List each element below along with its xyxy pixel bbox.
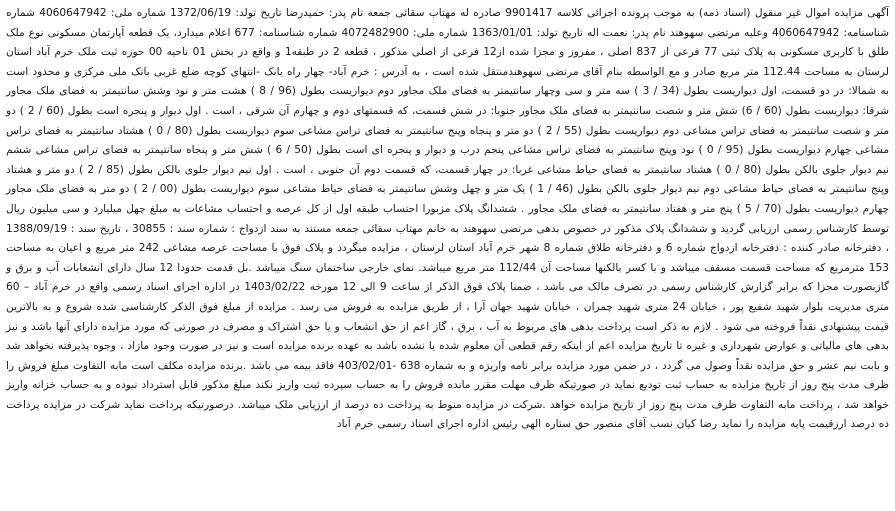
- auction-notice-text: آگهی مزایده اموال غیر منقول (اسناد ذمه) به موجب پرونده اجرائی کلاسه 9901417 صادره له مهتاب سقائی جمعه تام پدر: حمیدرضا تاریخ تولد: 1372/06/19 شماره ملی: 4060647942 شماره شناسنامه: 4060647942 وعلیه مرتضی سهوهند نام پدر: نعمت اله تاریخ تولد: 1363/01/01 شماره ملی: 4072482900 شماره شناسنامه: 677 اعلام میدارد، یک قطعه آپارتمان مسکونی نوع ملک طلق با کاربری مسکونی به پلاک ثبتی 77 فرعی از 837 اصلی ، مفروز و مجزا شده از12 فرعی از اصلی مذکور ، قطعه 2 در طبقه1 و واقع در بخش 01 ناحیه 00 حوزه ثبت ملک خرم آباد استان لرستان به مساحت 112.44 متر مربع صادر و مع الواسطه بنام آقای مرتضی سهوهندمنتقل شده است ، به آدرس : خرم آباد- چهار راه بانک -انتهای کوچه ضلع غربی بانک ملی مرکزی و محدود است به شمالا: در دو قسمت، اول دیواریست بطول (34 / 3 ) سه متر و سی وچهار سانتیمتر به فضای ملک مجاور دوم دیواریست بطول (96 / 8 ) هشت متر و نود وشش سانتیمتر به فضای ملک مجاور شرقا: دیواریست بطول (60 / 6) شش متر و شصت سانتیمتر به فضای ملک مجاور جنوبا: در شش قسمت، که قسمتهای دوم و چهارم آن شرقی ، است . اول دیوار و پنجره است بطول (60 / 2 ) دو متر و شصت سانتیمتر به فضای تراس مشاعی دوم دیواریست بطول (55 / 2 ) دو متر و پنجاه وپنج سانتیمتر به فضای تراس مشاعی سوم دیواریست بطول (80 / 0 ) هشتاد سانتیمتر به فضای تراس مشاعی چهارم دیواریست بطول (95 / 0 ) نود وپنج سانتیمتر به فضای تراس مشاعی پنجم درب و دیوار و پنجره ای است بطول (50 / 6 ) شش متر و پنجاه سانتیمتر به فضای تراس مشاعی ششم نیم دیوار جلوی بالکن بطول (80 / 0 ) هشتاد سانتیمتر به فضای حیاط مشاعی غربا: در چهار قسمت، که قسمت دوم آن جنوبی ، است . اول نیم دیوار جلوی بالکن بطول (85 / 2 ) دو متر و هشتاد وپنج سانتیمتر به فضای حیاط مشاعی دوم نیم دیوار جلوی بالکن بطول (46 / 1 ) یک متر و چهل وشش سانتیمتر به فضای حیاط مشاعی سوم دیواریست بطول (00 / 2 ) دو متر به فضای ملک مجاور چهارم دیواریست بطول (70 / 5 ) پنج متر و هفتاد سانتیمتر به فضای ملک مجاور . ششدانگ پلاک مزبورا احتساب طبقه اول از کل عرصه و احتساب مشاعات به مبلغ چهل میلیارد و سی میلیون ریال توسط کارشناس رسمی ارزیابی گردید و ششدانگ پلاک مذکور در خصوص بدهی مرتضی سهوهند به خانم مهتاب سقائی جمعه مستند به سند ازدواج : شماره سند : 30855 ، تاریخ سند : 1388/09/19 ، دفترخانه صادر کننده : دفترخانه ازدواج شماره 6 و دفترخانه طلاق شماره 8 شهر خرم آباد استان لرستان ، مزایده میگردد و پلاک فوق با مساحت عرصه مشاعی 242 متر مربع و اعیان به مساحت 153 مترمربع که مساحت قسمت مسقف میباشد و با کسر بالکنها مساحت آن 112/44 متر مربع میباشد. نمای خارجی ساختمان سنگ میباشد .بل قدمت حدودا 12 سال دارای انشعابات آب و برق و گازبصورت مجزا که برابر گزارش کارشناس رسمی در تصرف مالک می باشد ، ضمنا پلاک فوق الذکر از ساعت 9 الی 12 مورخه 1403/02/22 در اداره اجرای اسناد رسمی واقع در خرم آباد – 60 متری مدیریت بلوار شهید شفیع پور ، خیابان 24 متری شهید چمران ، خیابان شهید جهان آرا ، از طریق مزایده به فروش می رسد . مزایده از مبلغ فوق الذکر کارشناسی شده شروع و به بالاترین قیمت پیشنهادی نقداً فروخته می شود . لازم به ذکر است پرداخت بدهی های مربوط به آب ، برق ، گاز اعم از حق انشعاب و یا حق اشتراک و مصرف در صورتی که مورد مزایده دارای آنها باشد و نیز بدهی های مالیاتی و عوارض شهرداری و غیره تا تاریخ مزایده اعم از اینکه رقم قطعی آن معلوم شده یا نشده باشد به عهده برنده مزایده است و نیز در صورت وجود مازاد ، وجوه پذیرفته نخواهد شد و بابت نیم عشر و حق مزایده نقداً وصول می گردد ، در ضمن مورد مزایده برابر نامه واریزه و به شماره 638 -403/02/01 فاقد بیمه می باشد .برنده مزایده مکلف است مابه التفاوت مبلغ فروش را ظرف مدت پنج روز از تاریخ مزایده به حساب ثبت تودیع نماید در صورتیکه ظرف مهلت مقرر مانده فروش را به حساب سپرده ثبت واریز نکند مبلغ مذکور قابل استرداد نبوده و به حساب خزانه واریز خواهد شد ، پرداخت مابه التفاوت ظرف مدت پنج روز از تاریخ مزایده خواهد .شرکت در مزایده منوط به پرداخت ده درصد از ارزیابی ملک میباشد. درصورتیکه پرداخت نماید شرکت در مزایده پرداخت ده درصد ارزقیمت پایه مزایده را نماید رضا کیان نسب آقای منصور حق ستاره الهی رئیس اداره اجرای اسناد رسمی خرم آباد: [6, 7, 890, 431]
